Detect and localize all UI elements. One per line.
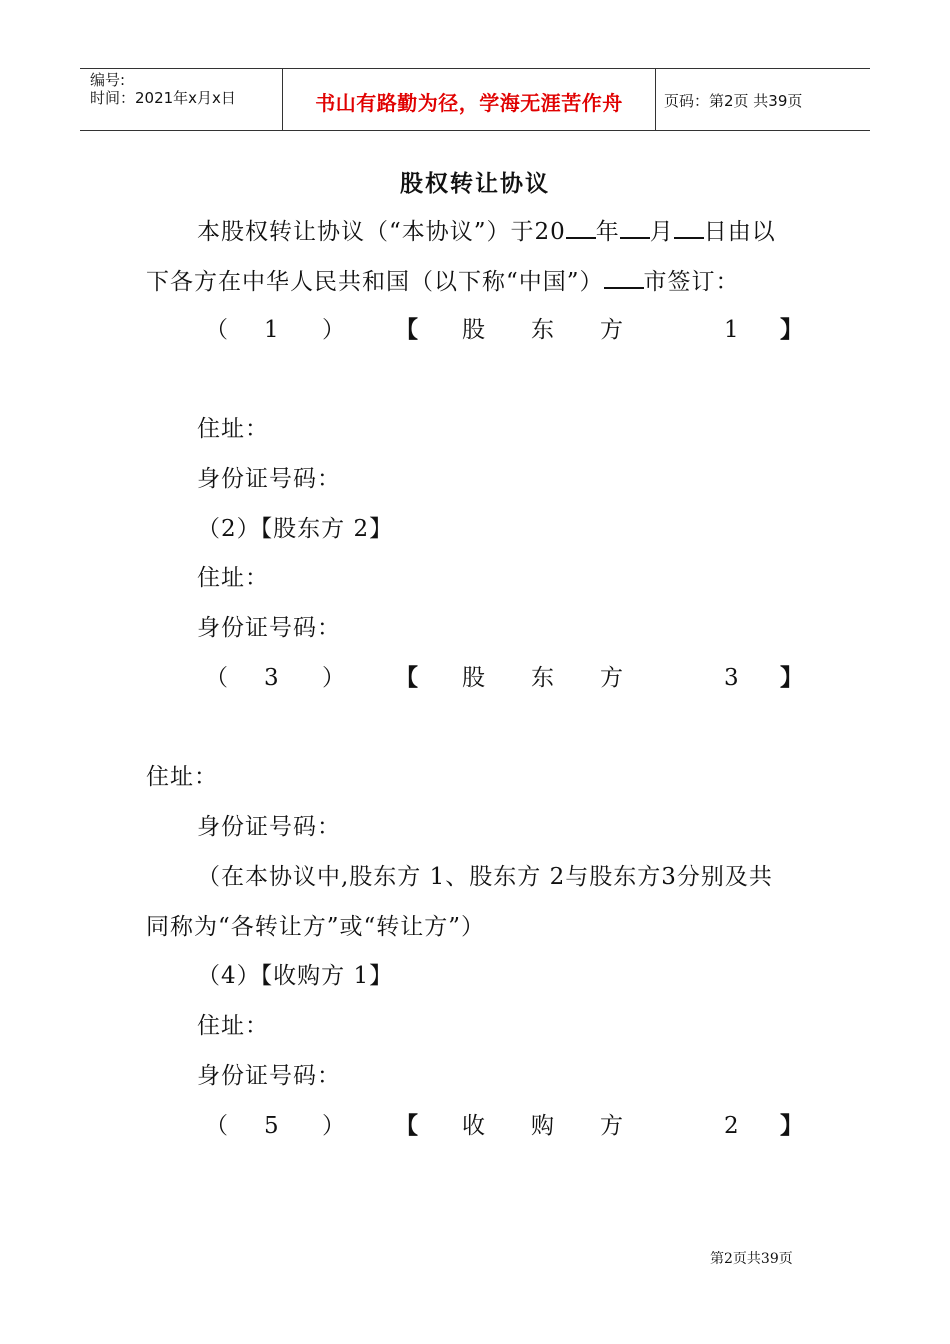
page-header: [80, 68, 870, 131]
note-line-1: （在本协议中,股东方 1、股东方 2与股东方3分别及共: [197, 864, 773, 890]
heading-char: 股: [462, 665, 485, 691]
blank-year: [566, 215, 596, 239]
bracket-close: 】: [780, 664, 803, 691]
party-3-id-label: 身份证号码：: [197, 814, 341, 840]
blank-day: [674, 215, 704, 239]
party-number: 5: [264, 1113, 279, 1139]
bracket-open: 【: [395, 1112, 418, 1139]
intro-city-label: 市签订：: [643, 269, 740, 295]
number-label: 编号:: [90, 71, 126, 89]
party-4-heading: （4）【收购方 1】: [197, 963, 394, 989]
bracket-close: 】: [780, 316, 803, 343]
paren-open: （: [205, 317, 228, 343]
party-2-address-label: 住址：: [197, 565, 269, 591]
party-4-id-label: 身份证号码：: [197, 1063, 341, 1089]
intro-line-2: [146, 265, 740, 297]
heading-char: 方: [600, 317, 623, 343]
bracket-open: 【: [395, 664, 418, 691]
party-3-address-label: 住址：: [146, 764, 218, 790]
paren-close: ）: [322, 665, 345, 691]
party-4-address-label: 住址：: [197, 1013, 269, 1039]
heading-char: 方: [600, 665, 623, 691]
party-number: 1: [264, 317, 279, 343]
intro-text: 本股权转让协议（“本协议”）于20: [197, 219, 566, 245]
intro-year-label: 年: [595, 219, 620, 245]
intro-line-1: [197, 215, 776, 247]
party-2-id-label: 身份证号码：: [197, 615, 341, 641]
bracket-open: 【: [395, 316, 418, 343]
party-1-address-label: 住址：: [197, 416, 269, 442]
heading-char: 东: [531, 665, 554, 691]
blank-city: [604, 265, 644, 289]
intro-text-2: 下各方在中华人民共和国（以下称“中国”）: [146, 269, 604, 295]
heading-char: 收: [462, 1113, 485, 1139]
header-page-info: 页码：第2页 共39页: [664, 92, 803, 110]
heading-char: 方: [600, 1113, 623, 1139]
header-mid-cell: [282, 69, 656, 130]
header-right-cell: [655, 69, 870, 130]
paren-close: ）: [322, 317, 345, 343]
blank-month: [620, 215, 650, 239]
bracket-close: 】: [780, 1112, 803, 1139]
note-line-2: 同称为“各转让方”或“转让方”）: [146, 914, 486, 940]
heading-char: 购: [531, 1113, 554, 1139]
party-index: 2: [724, 1113, 739, 1139]
intro-day-label: 日由以: [703, 219, 776, 245]
party-1-id-label: 身份证号码：: [197, 466, 341, 492]
intro-month-label: 月: [649, 219, 674, 245]
party-index: 3: [724, 665, 739, 691]
party-2-heading: （2）【股东方 2】: [197, 516, 394, 542]
paren-close: ）: [322, 1113, 345, 1139]
time-label: 时间：2021年x月x日: [90, 89, 236, 107]
heading-char: 东: [531, 317, 554, 343]
party-index: 1: [724, 317, 739, 343]
paren-open: （: [205, 1113, 228, 1139]
header-left-cell: [80, 69, 282, 130]
header-motto: 书山有路勤为径，学海无涯苦作舟: [315, 91, 623, 115]
party-number: 3: [264, 665, 279, 691]
page-footer: 第2页共39页: [710, 1251, 793, 1267]
heading-char: 股: [462, 317, 485, 343]
paren-open: （: [205, 665, 228, 691]
document-title: 股权转让协议: [400, 170, 550, 197]
